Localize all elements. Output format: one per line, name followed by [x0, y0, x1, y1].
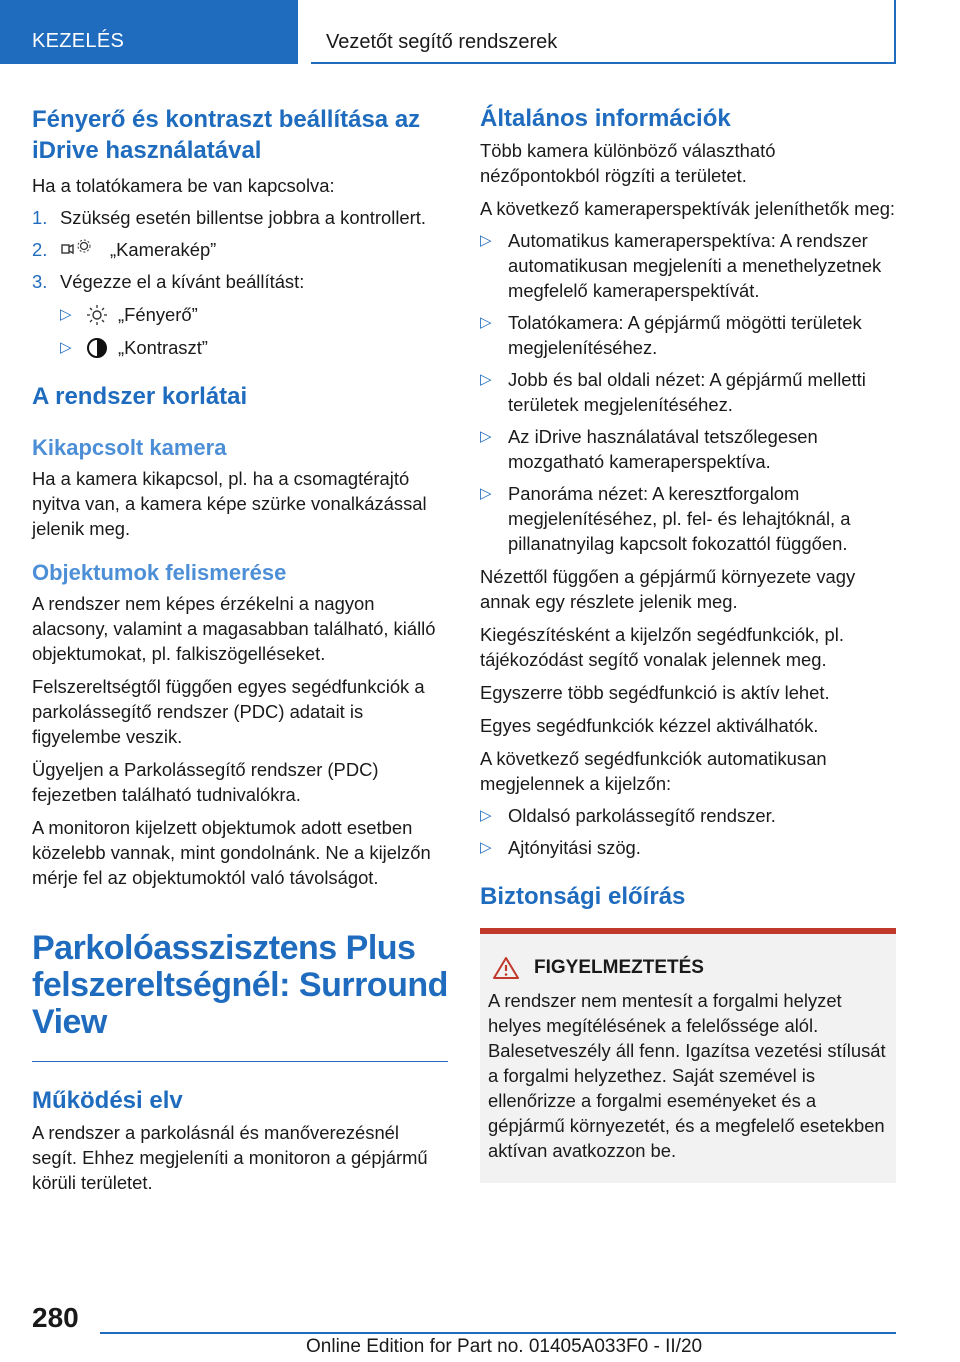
list-item-text: Oldalsó parkolássegítő rendszer.	[508, 805, 776, 826]
header-chapter	[311, 0, 896, 64]
general-info-text-4: Kiegészítésként a kijelzőn segédfunkciók, pl. tájékozódást segítő vonalak jelennek meg.	[480, 624, 844, 670]
triangle-bullet-icon: ▷	[480, 314, 492, 331]
general-info-text-1: Több kamera különböző választható nézőpontokból rögzíti a területet.	[480, 140, 776, 186]
chapter-title-surround-view: Parkolóasszisztens Plus felszereltségnél: Surround View	[32, 929, 448, 1041]
triangle-bullet-icon: ▷	[480, 232, 492, 249]
general-info-text-3: Nézettől függően a gépjármű környezete vagy annak egy részlete jelenik meg.	[480, 566, 856, 612]
footer-edition: Online Edition for Part no. 01405A033F0 - II/20	[306, 1336, 703, 1357]
list-item-text: Automatikus kameraperspektíva: A rendszer automatikusan megjeleníti a menethelyzetnek megfelelő kameraperspektívát.	[508, 230, 882, 301]
section-title-safety: Biztonsági előírás	[480, 883, 686, 910]
warning-text: A rendszer nem mentesít a forgalmi helyzet helyes megítélésének a felelőssége alól. Balesetveszély áll fenn. Igazítsa vezetési stílusát a forgalmi helyzethez. Saját szemével is ellenőrizze a forgalmi eseményeket és a gépjármű környezetét, és a megfelelő esetekben aktívan avatkozzon be.	[488, 990, 886, 1161]
general-info-text-6: Egyes segédfunkciók kézzel aktiválhatók.	[480, 715, 819, 736]
subsection-title-camera-off: Kikapcsolt kamera	[32, 435, 227, 460]
step-text: Szükség esetén billentse jobbra a kontrollert.	[60, 207, 426, 228]
warning-label: FIGYELMEZTETÉS	[534, 957, 704, 978]
step-text: Végezze el a kívánt beállítást:	[60, 271, 305, 292]
chapter-title-rule	[32, 1061, 448, 1062]
substep-brightness	[60, 302, 448, 327]
left-column	[32, 104, 448, 1195]
step-number: 3.	[32, 271, 48, 292]
right-column	[480, 104, 896, 1183]
list-item-text: Tolatókamera: A gépjármű mögötti területek megjelenítéséhez.	[508, 312, 862, 358]
footer-rule	[100, 1332, 896, 1334]
triangle-bullet-icon: ▷	[480, 371, 492, 388]
operating-principle-text: A rendszer a parkolásnál és manőverezésnél segít. Ehhez megjeleníti a monitoron a gépjármű körüli területet.	[32, 1122, 428, 1193]
substeps-list	[60, 302, 448, 360]
list-item-text: Jobb és bal oldali nézet: A gépjármű melletti területek megjelenítéséhez.	[508, 369, 866, 415]
section-title-brightness: Fényerő és kontraszt beállítása az iDrive használatával	[32, 106, 421, 164]
section-title-operating-principle: Működési elv	[32, 1087, 183, 1114]
object-detection-text-3: Ügyeljen a Parkolássegítő rendszer (PDC) fejezetben található tudnivalókra.	[32, 759, 379, 805]
steps-list	[32, 205, 448, 294]
list-item	[480, 803, 896, 828]
triangle-bullet-icon: ▷	[60, 306, 72, 323]
header-section-tab	[0, 0, 298, 64]
camera-perspectives-list	[480, 228, 896, 556]
warning-heading	[492, 956, 888, 980]
warning-box	[480, 934, 896, 1183]
step-2	[32, 237, 448, 262]
list-item	[480, 310, 896, 360]
general-info-text-7: A következő segédfunkciók automatikusan megjelennek a kijelzőn:	[480, 748, 827, 794]
step-3	[32, 269, 448, 294]
list-item	[480, 835, 896, 860]
list-item	[480, 481, 896, 556]
general-info-text-5: Egyszerre több segédfunkció is aktív lehet.	[480, 682, 830, 703]
section-title-limits: A rendszer korlátai	[32, 383, 248, 410]
step-1	[32, 205, 448, 230]
subsection-title-object-detection: Objektumok felismerése	[32, 560, 287, 585]
list-item	[480, 424, 896, 474]
list-item-text: Ajtónyitási szög.	[508, 837, 641, 858]
substep-text: „Kontraszt”	[118, 337, 208, 358]
substep-contrast	[60, 335, 448, 360]
assist-functions-list	[480, 803, 896, 860]
list-item-text: Panoráma nézet: A keresztforgalom megjelenítéséhez, pl. fel- és lehajtóknál, a pillanatnyilag kapcsolt fokozattól függően.	[508, 483, 851, 554]
header-chapter-label: Vezetőt segítő rendszerek	[326, 31, 558, 53]
object-detection-text-2: Felszereltségtől függően egyes segédfunkciók a parkolássegítő rendszer (PDC) adatait is figyelembe veszik.	[32, 676, 425, 747]
object-detection-text-4: A monitoron kijelzett objektumok adott esetben közelebb vannak, mint gondolnánk. Ne a kijelzőn mérje fel az objektumoktól való távolságot.	[32, 817, 431, 888]
brightness-icon	[86, 304, 108, 326]
general-info-text-2: A következő kameraperspektívák jeleníthetők meg:	[480, 198, 896, 219]
camera-settings-icon	[60, 238, 94, 260]
camera-off-text: Ha a kamera kikapcsol, pl. ha a csomagtérajtó nyitva van, a kamera képe szürke vonalkázással jelenik meg.	[32, 468, 427, 539]
step-number: 1.	[32, 207, 48, 228]
section-title-general-info: Általános információk	[480, 105, 731, 132]
triangle-bullet-icon: ▷	[480, 807, 492, 824]
header-section-label: KEZELÉS	[32, 30, 125, 52]
triangle-bullet-icon: ▷	[480, 839, 492, 856]
triangle-bullet-icon: ▷	[480, 428, 492, 445]
triangle-bullet-icon: ▷	[480, 485, 492, 502]
object-detection-text-1: A rendszer nem képes érzékelni a nagyon alacsony, valamint a magasabban található, kiálló objektumokat, pl. falkiszögelléseket.	[32, 593, 436, 664]
list-item-text: Az iDrive használatával tetszőlegesen mozgatható kameraperspektíva.	[508, 426, 818, 472]
substep-text: „Fényerő”	[118, 304, 198, 325]
list-item	[480, 367, 896, 417]
triangle-bullet-icon: ▷	[60, 339, 72, 356]
warning-triangle-icon	[492, 956, 520, 980]
contrast-icon	[86, 337, 108, 359]
list-item	[480, 228, 896, 303]
step-text: „Kamerakép”	[110, 239, 217, 260]
page-number: 280	[32, 1302, 79, 1333]
step-number: 2.	[32, 239, 48, 260]
intro-text: Ha a tolatókamera be van kapcsolva:	[32, 175, 335, 196]
